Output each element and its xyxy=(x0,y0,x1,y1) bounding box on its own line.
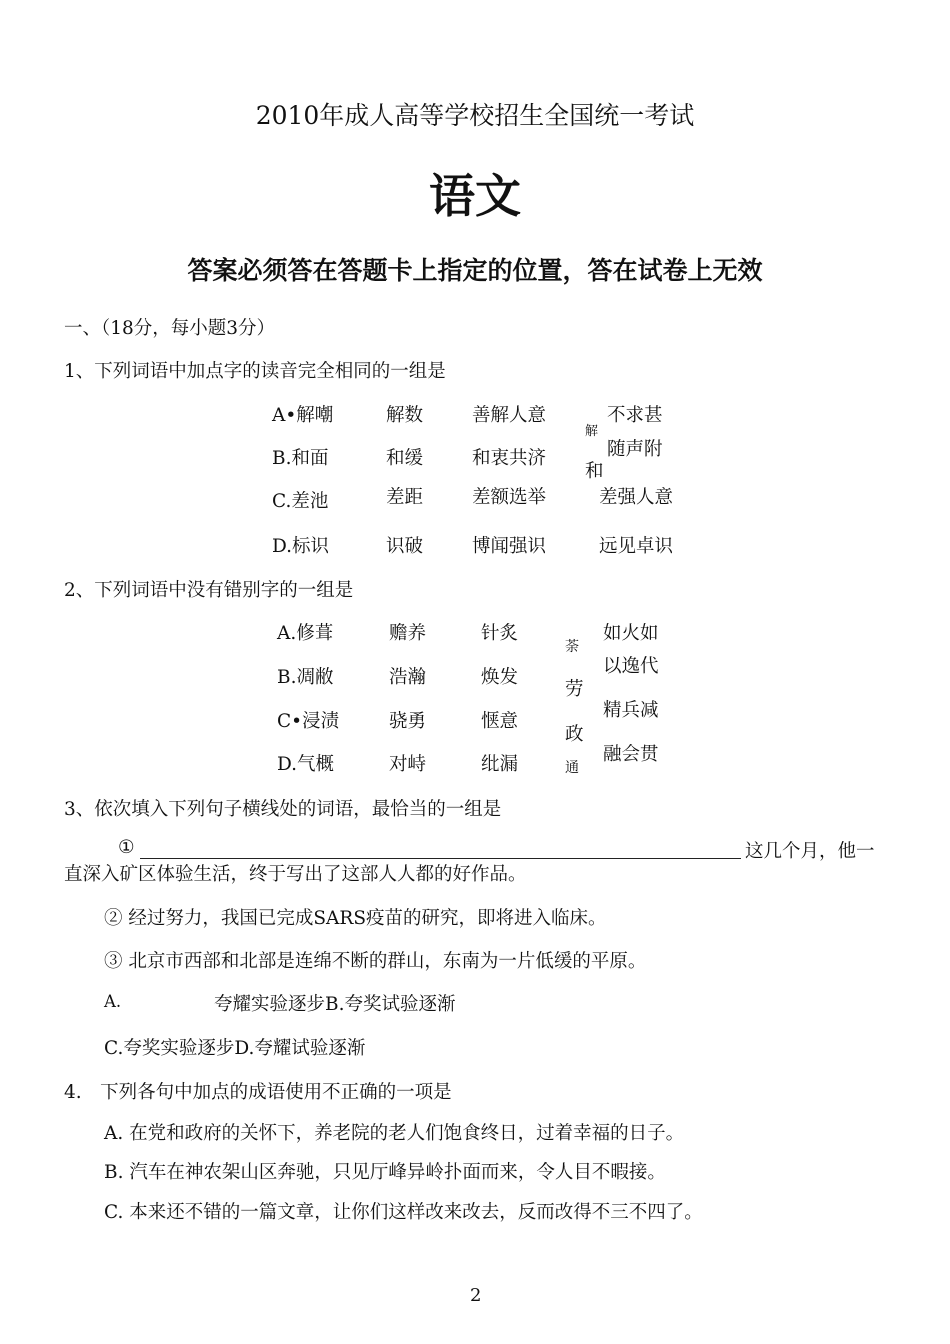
q1-d-col2: 识破 xyxy=(386,536,424,557)
q1-fragment-1: 解 xyxy=(585,424,599,439)
q2-b-col1: B.凋敝 xyxy=(277,667,334,688)
q1-b-col2: 和缓 xyxy=(386,448,424,469)
q2-d-col1: D.气概 xyxy=(277,754,335,775)
q2-fragment-1: 荼 xyxy=(565,639,579,655)
q3-item-3: ③ 北京市西部和北部是连绵不断的群山，东南为一片低缓的平原。 xyxy=(104,951,647,972)
q2-fragment-4: 通 xyxy=(565,760,579,776)
q1-c-col3: 差额选举 xyxy=(472,487,547,508)
q1-c-col4: 差强人意 xyxy=(599,487,674,508)
q4-option-c: C. 本来还不错的一篇文章，让你们这样改来改去，反而改得不三不四了。 xyxy=(104,1202,703,1223)
q1-a-col1: A•解嘲 xyxy=(272,405,334,426)
q1-c-col2: 差距 xyxy=(386,487,424,508)
q3-item-1-continuation: 直深入矿区体验生活，终于写出了这部人人都的好作品。 xyxy=(64,864,527,885)
q2-fragment-2: 劳 xyxy=(565,679,584,700)
q3-options-a-b: 夸耀实验逐步B.夸奖试验逐渐 xyxy=(214,994,456,1015)
q1-d-col1: D.标识 xyxy=(272,536,330,557)
q2-d-col2: 对峙 xyxy=(389,754,427,775)
q2-a-col3: 针炙 xyxy=(481,623,519,644)
subject-title: 语文 xyxy=(429,169,521,223)
q1-b-col1: B.和面 xyxy=(272,448,329,469)
q2-c-col4: 精兵减 xyxy=(603,700,659,721)
q1-fragment-2: 和 xyxy=(585,461,604,482)
q3-options-c-d: C.夸奖实验逐步D.夸耀试验逐渐 xyxy=(104,1038,366,1059)
q1-a-col2: 解数 xyxy=(386,405,424,426)
q2-c-col1: C•浸渍 xyxy=(277,711,340,732)
q1-a-col3: 善解人意 xyxy=(472,405,547,426)
q3-item-2: ② 经过努力，我国已完成SARS疫苗的研究，即将进入临床。 xyxy=(104,908,607,929)
q2-b-col2: 浩瀚 xyxy=(389,667,427,688)
q3-item-1-tail: 这几个月，他一 xyxy=(745,841,875,862)
q1-b-col3: 和衷共济 xyxy=(472,448,547,469)
question-4-stem: 4. 下列各句中加点的成语使用不正确的一项是 xyxy=(64,1082,452,1103)
q1-b-col4: 随声附 xyxy=(607,439,663,460)
q2-c-col3: 惬意 xyxy=(481,711,519,732)
question-1-stem: 1、下列词语中加点字的读音完全相同的一组是 xyxy=(64,361,446,382)
q2-a-col2: 赡养 xyxy=(389,623,427,644)
q1-d-col3: 博闻强识 xyxy=(472,536,547,557)
q4-option-b: B. 汽车在神农架山区奔驰，只见厅峰异岭扑面而来，令人目不暇接。 xyxy=(104,1162,666,1183)
q1-a-col4: 不求甚 xyxy=(607,405,663,426)
q3-option-a-label: A. xyxy=(104,992,122,1011)
q2-a-col1: A.修葺 xyxy=(277,623,334,644)
exam-title: 2010年成人高等学校招生全国统一考试 xyxy=(255,101,695,130)
q3-fill-blank[interactable] xyxy=(140,858,741,859)
q2-b-col3: 焕发 xyxy=(481,667,519,688)
q1-d-col4: 远见卓识 xyxy=(599,536,674,557)
q2-d-col3: 纰漏 xyxy=(481,754,519,775)
q2-fragment-3: 政 xyxy=(565,724,584,745)
q4-option-a: A. 在党和政府的关怀下，养老院的老人们饱食终日，过着幸福的日子。 xyxy=(104,1123,685,1144)
question-2-stem: 2、下列词语中没有错别字的一组是 xyxy=(64,580,354,601)
q1-c-col1: C.差池 xyxy=(272,491,329,512)
answer-notice: 答案必须答在答题卡上指定的位置，答在试卷上无效 xyxy=(187,256,763,285)
page-number: 2 xyxy=(470,1285,482,1306)
q2-d-col4: 融会贯 xyxy=(603,744,659,765)
q2-c-col2: 骁勇 xyxy=(389,711,427,732)
section-heading: 一、（18分，每小题3分） xyxy=(64,318,276,339)
question-3-stem: 3、依次填入下列句子横线处的词语，最恰当的一组是 xyxy=(64,799,502,820)
q2-b-col4: 以逸代 xyxy=(603,656,659,677)
q2-a-col4: 如火如 xyxy=(603,623,659,644)
q3-item-1-number: ① xyxy=(118,837,135,858)
